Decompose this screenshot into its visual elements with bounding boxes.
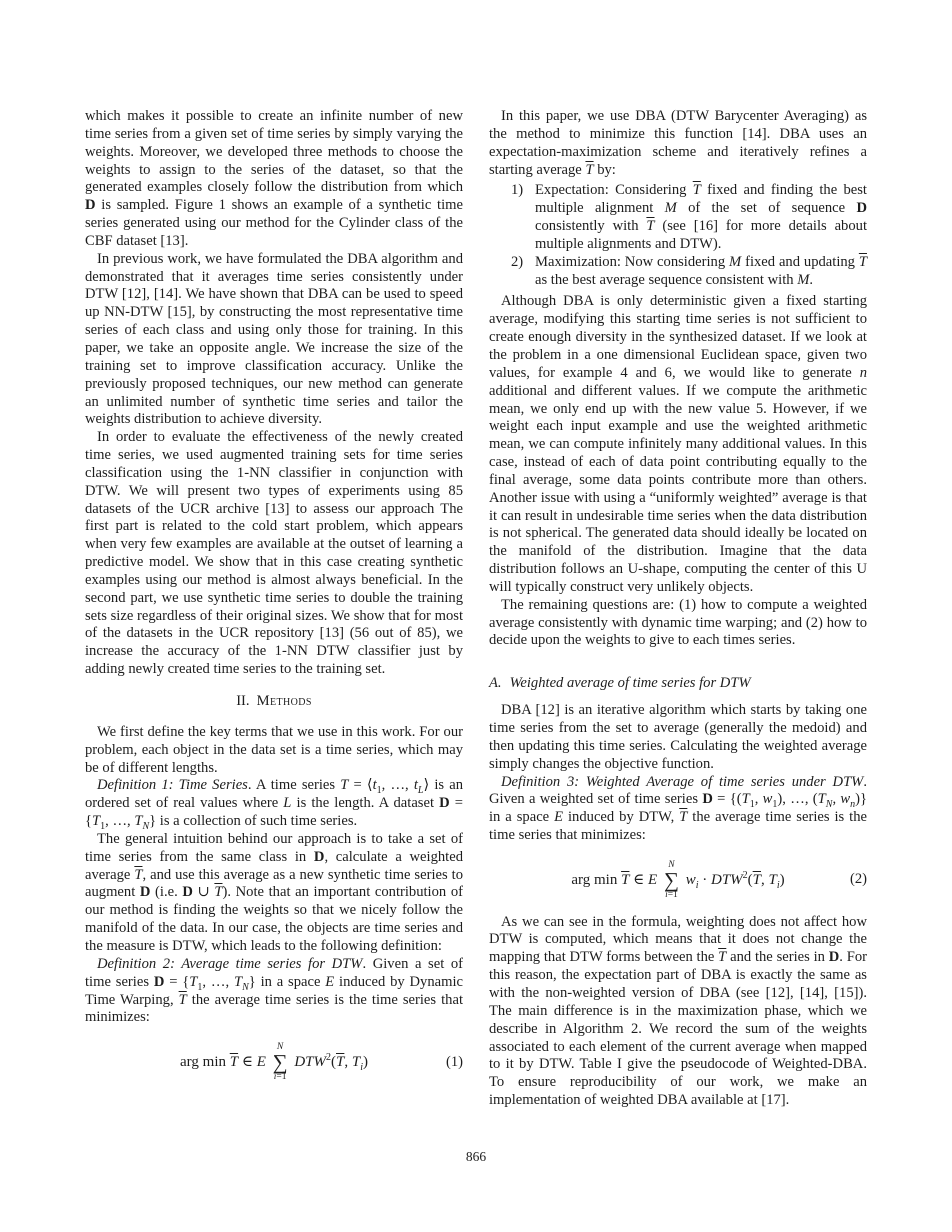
list-item-maximization bbox=[489, 254, 867, 290]
subsection-title: Weighted average of time series for DTW bbox=[509, 675, 751, 692]
subsection-number: A. bbox=[489, 675, 502, 692]
paragraph: The remaining questions are: (1) how to compute a weighted average consistently with dynamic time warping; and (2) how to decide upon the weights to give to each times series. bbox=[489, 596, 867, 649]
list-marker: 2) bbox=[511, 253, 524, 270]
equation-2-number: (2) bbox=[849, 871, 867, 888]
list-marker: 1) bbox=[511, 182, 524, 199]
definition-3: Definition 3: Weighted Average of time series under DTW. Given a weighted set of time series $D = \{(T_1$, $w_1$), …, ($T_N$, $w_n$)} in a space E induced by DTW, $\overline{T}$ the average time series is the time series that minimizes: bbox=[489, 773, 868, 844]
paragraph: In previous work, we have formulated the DBA algorithm and demonstrated that it averages time series consistently under DTW [12], [14]. We have shown that DBA can be used to speed up NN-DTW [15], by constructing the most representative time series of each class and using only those for training. In this paper, we take an opposite angle. We increase the size of the training set to improve classification accuracy. Unlike the previously proposed techniques, our new method can generate an unlimited number of synthetic time series and tailor the weights distribution to achieve diversity. bbox=[85, 250, 463, 428]
equation-2-body: arg $\min \overline{T}$ ∈ E N ∑ i=1 $w_i \cdot DTW^2(\overline{T}$, $T_i$) bbox=[571, 859, 785, 900]
equation-1 bbox=[85, 1042, 463, 1083]
list-item-text: Expectation: Considering $\overline{T}$ fixed and finding the best multiple alignment M of the set of sequence D consistently with $\overline{T}$ (see [16] for more details about multiple alignments and DTW). bbox=[535, 182, 867, 252]
list-item-expectation bbox=[489, 182, 867, 253]
paragraph: DBA [12] is an iterative algorithm which starts by taking one time series from the set to average (generally the medoid) and then updating this time series. Calculating the weighted average simply changes the objective function. bbox=[489, 702, 867, 772]
paragraph: In this paper, we use DBA (DTW Barycenter Averaging) as the method to minimize this function [14]. DBA uses an expectation-maximization scheme and iteratively refines a starting average $\overline{T}$ by: bbox=[489, 108, 867, 178]
right-column bbox=[489, 108, 867, 1110]
definition-2: Definition 2: Average time series for DTW. Given a set of time series $D = \{T_1$, …, $T_N$} in a space E induced by Dynamic Time Warping, $\overline{T}$ the average time series is the time series that minimizes: bbox=[85, 955, 463, 1026]
two-column-layout bbox=[85, 108, 867, 1110]
paragraph: As we can see in the formula, weighting does not affect how DTW is computed, which means that it does not change the mapping that DTW forms between the $\overline{T}$ and the series in D. For this reason, the expectation part of DBA is exactly the same as with the non-weighted version of DBA (see [12], [14], [15]). The main difference is in the maximization phase, which we describe in Algorithm 2. We record the sum of the weights associated to each element of the current average when mapped to it by DTW. Table I give the pseudocode of Weighted-DBA. To ensure reproducibility of our work, we make an implementation of weighted DBA available at [17]. bbox=[489, 913, 867, 1109]
list-item-text: Maximization: Now considering M fixed and updating $\overline{T}$ as the best average sequence consistent with M. bbox=[535, 253, 867, 288]
left-column bbox=[85, 108, 463, 1110]
paragraph: Although DBA is only deterministic given a fixed starting average, modifying this starting time series is not sufficient to create enough diversity in the synthesized dataset. If we look at the problem in a one dimensional Euclidean space, given two values, for example 4 and 6, we would like to generate n additional and different values. If we compute the arithmetic mean, we only end up with the new value 5. However, if we weight each input example and use the weighted arithmetic mean, we can compute infinitely many additional values. In this case, instead of each of data point contributing equally to the final average, some data points contribute more than others. Another issue with using a “uniformly weighted” average is that it can result in undesirable time series when the data distribution is not spherical. The generated data should ideally be located on the manifold of the distribution. Imagine that the data distribution follows an U-shape, computing the center of this U will typically construct very unlikely objects. bbox=[489, 293, 867, 595]
definition-1: Definition 1: Time Series. A time series $T = ⟨t_1$, …, $t_L⟩$ is an ordered set of real values where L is the length. A dataset $D = \{T_1$, …, $T_N$} is a collection of such time series. bbox=[85, 777, 463, 832]
equation-1-body: arg $\min \overline{T}$ ∈ E N ∑ i=1 $DTW^2(\overline{T}$, $T_i$) bbox=[180, 1042, 368, 1082]
numbered-list bbox=[489, 182, 867, 289]
paragraph: The general intuition behind our approach is to take a set of time series from the same class in D, calculate a weighted average $\overline{T}$, and use this average as a new synthetic time series to augment D (i.e. D ∪ $\overline{T}$). Note that an important contribution of our method is finding the weights so that we nicely follow the manifold of the data. In our case, the objects are time series and the measure is DTW, which leads to the following definition: bbox=[85, 830, 463, 954]
subsection-heading bbox=[489, 675, 867, 693]
page-number: 866 bbox=[465, 1149, 487, 1164]
equation-2 bbox=[489, 860, 867, 901]
paragraph: which makes it possible to create an infinite number of new time series from a given set of time series by simply varying the weights. Moreover, we developed three methods to choose the weights to assign to the series of the dataset, so that the generated examples closely follow the distribution from which D is sampled. Figure 1 shows an example of a synthetic time series generated using our method for the Cylinder class of the CBF dataset [13]. bbox=[85, 108, 463, 249]
section-number: II. bbox=[236, 693, 250, 709]
section-heading-methods bbox=[85, 693, 463, 711]
section-title: Methods bbox=[256, 693, 312, 709]
equation-1-number: (1) bbox=[445, 1053, 463, 1070]
paragraph: In order to evaluate the effectiveness of the newly created time series, we used augmented training sets for time series classification using the 1-NN classifier in conjunction with DTW. We will present two types of experiments using 85 datasets of the UCR archive [13] to assess our approach The first part is related to the cold start problem, which appears when very few examples are available at the outset of learning a predictive model. We show that in this case creating synthetic examples using our method is almost always beneficial. In the second part, we use synthetic time series to double the training sets size regardless of their original sizes. We show that for most of the datasets in the UCR repository [13] (56 out of 85), we increase the accuracy of the 1-NN DTW classifier just by adding newly created time series to the training set. bbox=[85, 429, 463, 678]
paragraph: We first define the key terms that we use in this work. For our problem, each object in the data set is a time series, which may be of different lengths. bbox=[85, 723, 463, 776]
